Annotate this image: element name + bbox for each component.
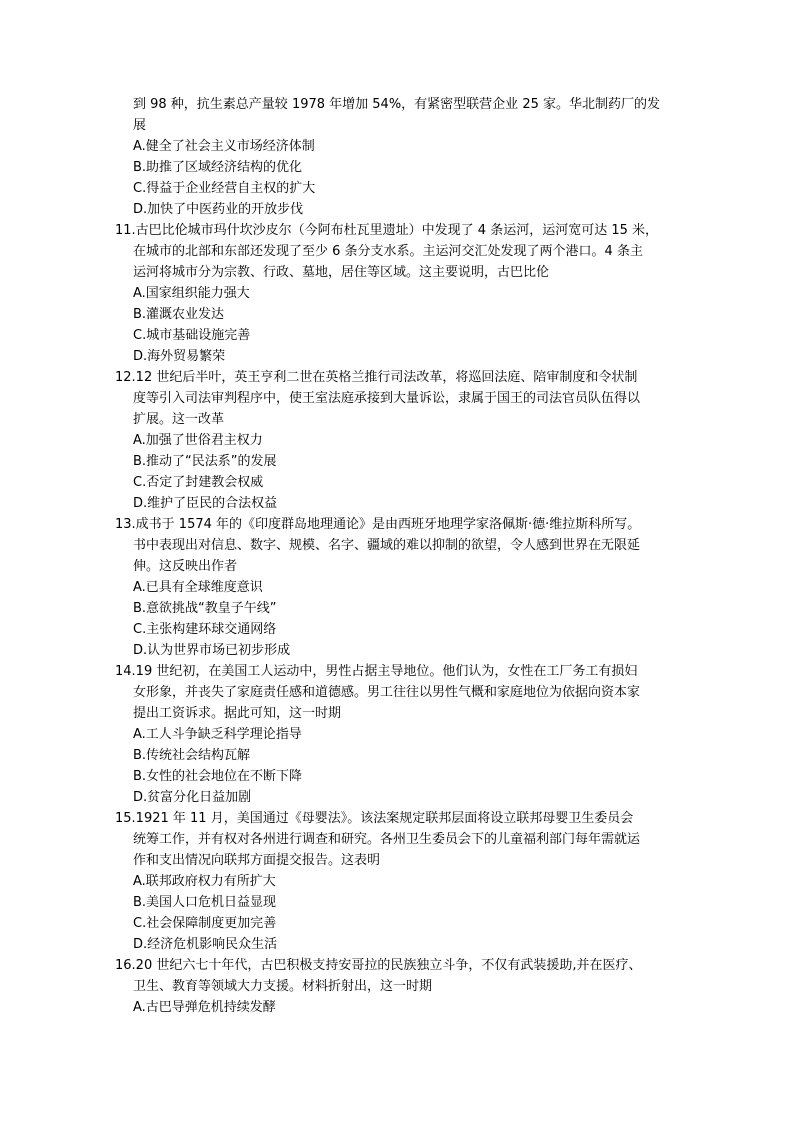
- option-b: B.推动了“民法系”的发展: [133, 454, 277, 469]
- question-13: [115, 514, 715, 661]
- question-stem-line: 伸。这反映出作者: [133, 559, 238, 574]
- question-14: [115, 661, 715, 808]
- option-a: A.加强了世俗君主权力: [133, 433, 263, 448]
- option-a: A.已具有全球维度意识: [133, 580, 263, 595]
- question-stem-line: 在城市的北部和东部还发现了至少 6 条分支水系。主运河交汇处发现了两个港口。4 条主: [133, 244, 643, 259]
- option-b: B.意欲挑战“教皇子午线”: [133, 601, 277, 616]
- question-stem-line: 统筹工作，并有权对各州进行调查和研究。各州卫生委员会下的儿童福利部门每年需就运: [133, 832, 641, 847]
- option-a: A.工人斗争缺乏科学理论指导: [133, 727, 302, 742]
- option-c: C.得益于企业经营自主权的扩大: [133, 181, 316, 196]
- question-stem-line: 到 98 种，抗生素总产量较 1978 年增加 54%，有紧密型联营企业 25 家。华北制药厂的发: [133, 97, 660, 112]
- option-c: C.主张构建环球交通网络: [133, 622, 277, 637]
- question-stem-line: 提出工资诉求。据此可知，这一时期: [133, 706, 342, 721]
- option-d: D.海外贸易繁荣: [133, 349, 226, 364]
- question-stem-line: 展: [133, 118, 147, 133]
- question-16: [115, 955, 715, 1018]
- option-d: D.经济危机影响民众生活: [133, 937, 278, 952]
- option-c: C.社会保障制度更加完善: [133, 916, 277, 931]
- option-a: A.古巴导弹危机持续发酵: [133, 1000, 276, 1015]
- option-b: B.美国人口危机日益显现: [133, 895, 277, 910]
- question-10-tail: [115, 94, 715, 220]
- question-stem-line: 女形象，并丧失了家庭责任感和道德感。男工往往以男性气概和家庭地位为依据向资本家: [133, 685, 641, 700]
- option-d: D.维护了臣民的合法权益: [133, 496, 278, 511]
- question-stem-line: 16.20 世纪六七十年代，古巴积极支持安哥拉的民族独立斗争，不仅有武装援助,并在医疗、: [115, 958, 642, 973]
- option-b: B.助推了区域经济结构的优化: [133, 160, 303, 175]
- question-stem-line: 13.成书于 1574 年的《印度群岛地理通论》是由西班牙地理学家洛佩斯·德·维拉斯科所写。: [115, 517, 641, 532]
- question-11: [115, 220, 715, 367]
- option-c: C.否定了封建教会权威: [133, 475, 264, 490]
- option-a: A.健全了社会主义市场经济体制: [133, 139, 315, 154]
- option-d: D.加快了中医药业的开放步伐: [133, 202, 304, 217]
- question-list: [115, 94, 715, 1018]
- question-stem-line: 14.19 世纪初，在美国工人运动中，男性占据主导地位。他们认为，女性在工厂务工有损妇: [115, 664, 638, 679]
- option-a: A.国家组织能力强大: [133, 286, 250, 301]
- question-stem-line: 度等引入司法审判程序中，使王室法庭承接到大量诉讼，隶属于国王的司法官员队伍得以: [133, 391, 641, 406]
- option-b: B.灌溉农业发达: [133, 307, 225, 322]
- question-stem-line: 扩展。这一改革: [133, 412, 225, 427]
- option-b-second: B.女性的社会地位在不断下降: [133, 769, 303, 784]
- question-stem-line: 12.12 世纪后半叶，英王亨利二世在英格兰推行司法改革，将巡回法庭、陪审制度和令状制: [115, 370, 638, 385]
- question-stem-line: 卫生、教育等领域大力支援。材料折射出，这一时期: [133, 979, 433, 994]
- option-d: D.认为世界市场已初步形成: [133, 643, 291, 658]
- question-stem-line: 15.1921 年 11 月，美国通过《母婴法》。该法案规定联邦层面将设立联邦母婴卫生委员会: [115, 811, 634, 826]
- question-12: [115, 367, 715, 514]
- question-stem-line: 运河将城市分为宗教、行政、墓地，居住等区域。这主要说明，古巴比伦: [133, 265, 550, 280]
- option-d: D.贫富分化日益加剧: [133, 790, 252, 805]
- question-stem-line: 书中表现出对信息、数字、规模、名字、疆域的难以抑制的欲望，令人感到世界在无限延: [133, 538, 641, 553]
- option-c: C.城市基础设施完善: [133, 328, 251, 343]
- option-a: A.联邦政府权力有所扩大: [133, 874, 276, 889]
- option-b: B.传统社会结构瓦解: [133, 748, 251, 763]
- question-15: [115, 808, 715, 955]
- question-stem-line: 作和支出情况向联邦方面提交报告。这表明: [133, 853, 381, 868]
- question-stem-line: 11.古巴比伦城市玛什坎沙皮尔（今阿布杜瓦里遗址）中发现了 4 条运河，运河宽可达 15 米，: [115, 223, 659, 238]
